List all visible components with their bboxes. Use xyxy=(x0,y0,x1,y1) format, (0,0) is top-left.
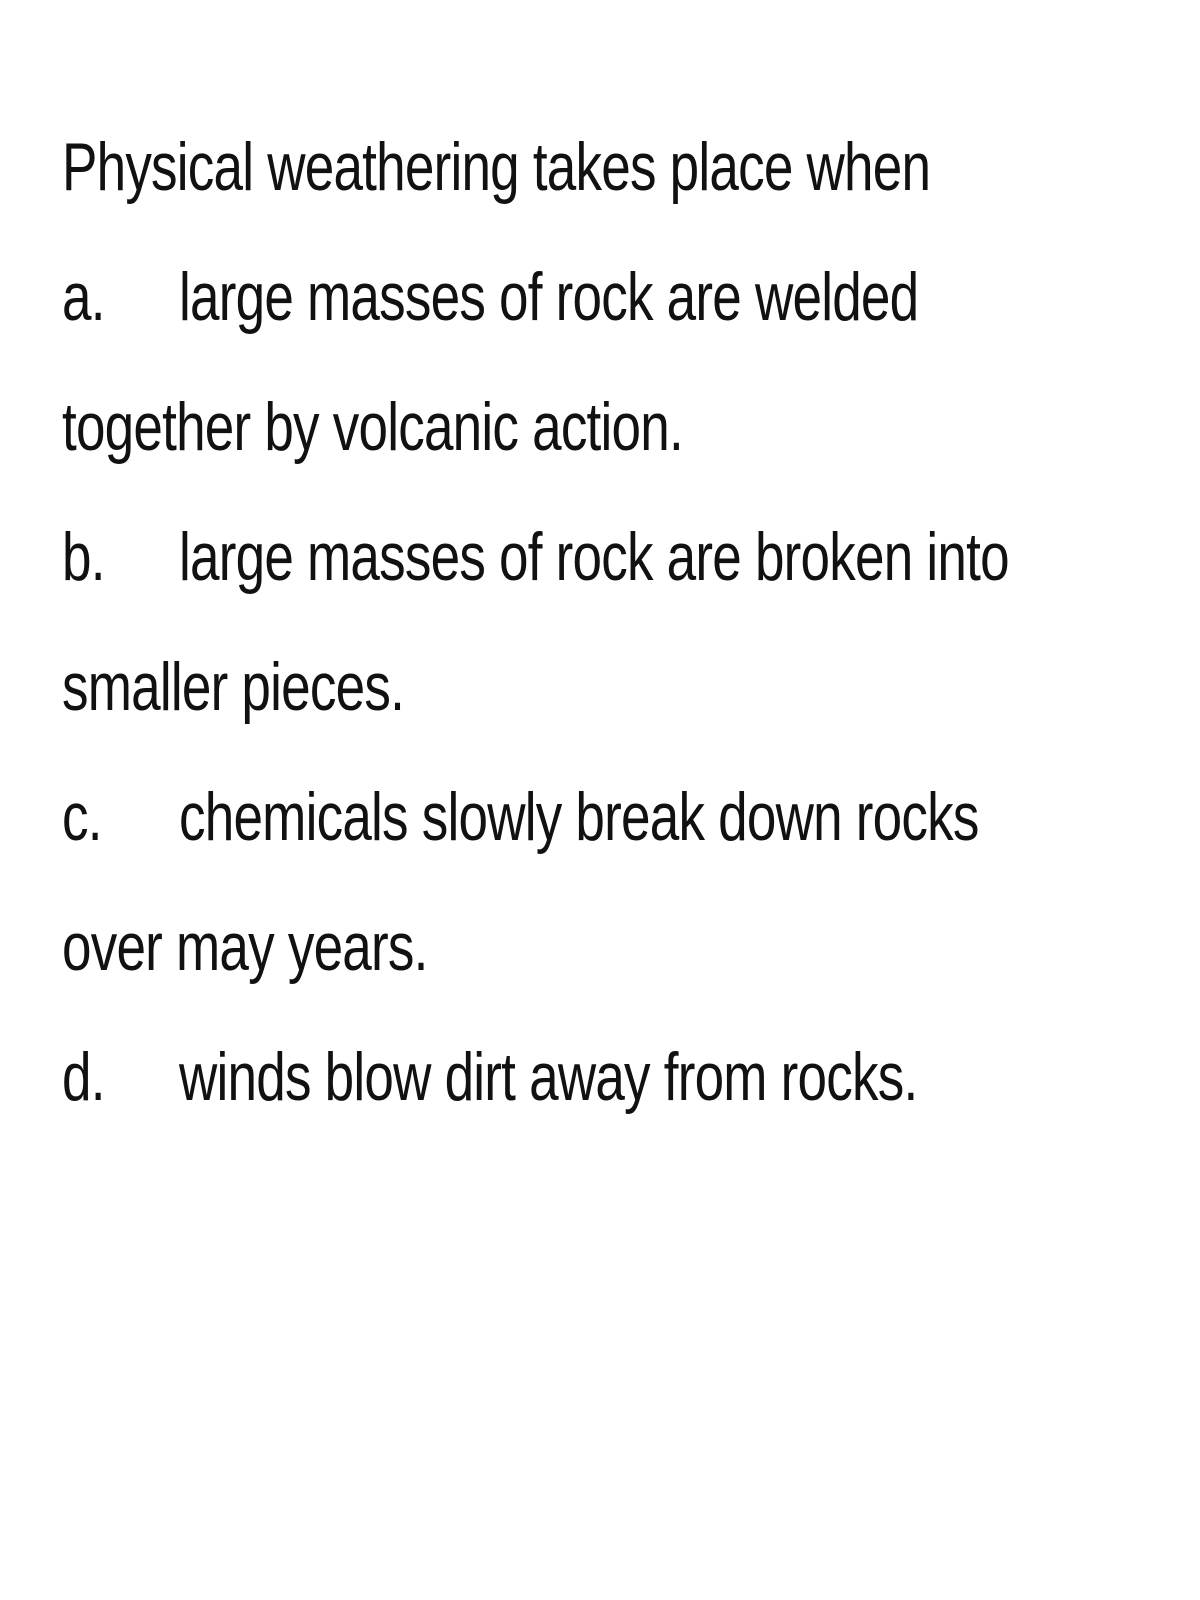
option-b-text: large masses of rock are broken into xyxy=(179,519,1009,595)
option-d-line-1 xyxy=(62,1037,917,1117)
option-a-letter: a. xyxy=(62,259,105,335)
option-c-letter: c. xyxy=(62,779,102,855)
option-d-text: winds blow dirt away from rocks. xyxy=(179,1039,918,1115)
option-d-letter: d. xyxy=(62,1039,105,1115)
option-a-text: large masses of rock are welded xyxy=(179,259,919,335)
option-b-line-1 xyxy=(62,517,1009,597)
question-stem: Physical weathering takes place when xyxy=(62,129,931,205)
option-c-line-2: over may years. xyxy=(62,909,428,985)
option-c-line-1 xyxy=(62,777,979,857)
option-a-line-1 xyxy=(62,257,918,337)
option-a-line-2: together by volcanic action. xyxy=(62,389,683,465)
option-b-line-2: smaller pieces. xyxy=(62,649,405,725)
option-b-letter: b. xyxy=(62,519,105,595)
option-c-text: chemicals slowly break down rocks xyxy=(179,779,979,855)
